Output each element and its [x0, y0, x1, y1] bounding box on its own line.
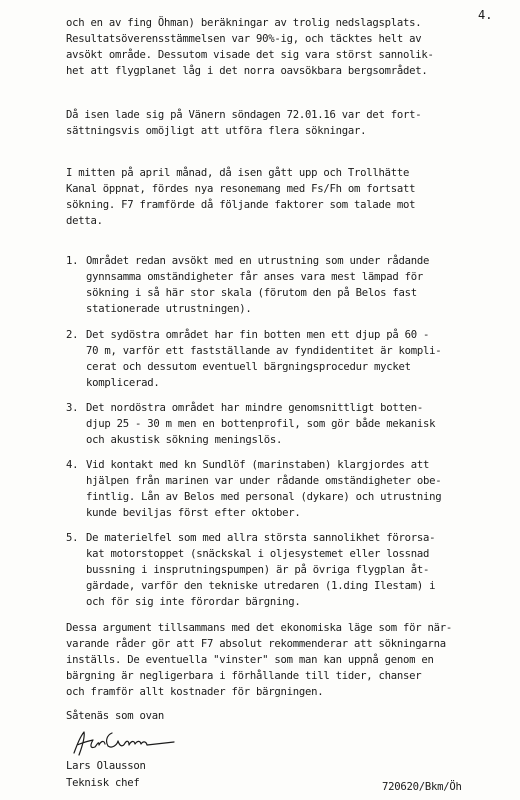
list-item-text: Det sydöstra området har fin botten men ett djup på 60 - 70 m, varför ett fastställande av fyndidentitet är kompli- cerat och dessutom eventuell bärgningsprocedur mycket komplicerad.: [86, 329, 442, 389]
reference-code: 720620/Bkm/Öh: [382, 781, 462, 793]
paragraph-april: I mitten på april månad, då isen gått upp och Trollhätte Kanal öppnat, fördes nya resonemang med Fs/Fh om fortsatt sökning. F7 framförde då följande faktorer som talade mot detta.: [66, 167, 416, 227]
closing-line: Såtenäs som ovan: [66, 710, 165, 722]
list-item-number: 3.: [66, 402, 79, 414]
list-item-number: 1.: [66, 255, 79, 267]
paragraph-conclusion: Dessa argument tillsammans med det ekonomiska läge som för när- varande råder gör att F7 absolut rekommenderar att sökningarna inställs. De eventuella "vinster" som man kan uppnå genom en bärgning är negligerbara i förhållande till tider, chanser och framför allt kostnader för bärgningen.: [66, 622, 453, 698]
signature-stroke: [74, 732, 174, 755]
list-item-text: De materielfel som med allra största sannolikhet förorsa- kat motorstoppet (snäckskal i oljesystemet eller lossnad bussning i insprutningspumpen) är på övriga flygplan åt- gärdade, varför den tekniske utredaren (1.ding Ilestam) i och för sig inte förordar bärgning.: [86, 532, 436, 608]
list-item-text: Det nordöstra området har mindre genomsnittligt botten- djup 25 - 30 m men en bottenprofil, som gör både mekanisk och akustisk sökning meningslös.: [86, 402, 436, 446]
list-item-number: 2.: [66, 329, 79, 341]
signature: [68, 727, 178, 759]
signer-name: Lars Olausson: [66, 760, 146, 772]
signer-title: Teknisk chef: [66, 777, 140, 789]
page-number: 4.: [478, 8, 493, 22]
list-item-number: 5.: [66, 532, 79, 544]
list-item-number: 4.: [66, 459, 79, 471]
list-item-text: Området redan avsökt med en utrustning som under rådande gynnsamma omständigheter får anses vara mest lämpad för sökning i så här stor skala (förutom den på Belos fast stationerade utrustningen).: [86, 255, 430, 315]
list-item-text: Vid kontakt med kn Sundlöf (marinstaben) klargjordes att hjälpen från marinen var under rådande omständigheter obe- fintlig. Lån av Belos med personal (dykare) och utrustning kunde beviljas först efter oktober.: [86, 459, 442, 519]
paragraph-ice: Då isen lade sig på Vänern söndagen 72.01.16 var det fort- sättningsvis omöjligt att utföra flera sökningar.: [66, 109, 422, 137]
paragraph-calculation: och en av fing Öhman) beräkningar av trolig nedslagsplats. Resultatsöverensstämmelsen var 90%-ig, och täcktes helt av avsökt område. Dessutom visade det sig vara störst sannolik- het att flygplanet låg i det norra oavsökbara bergsområdet.: [66, 17, 434, 77]
